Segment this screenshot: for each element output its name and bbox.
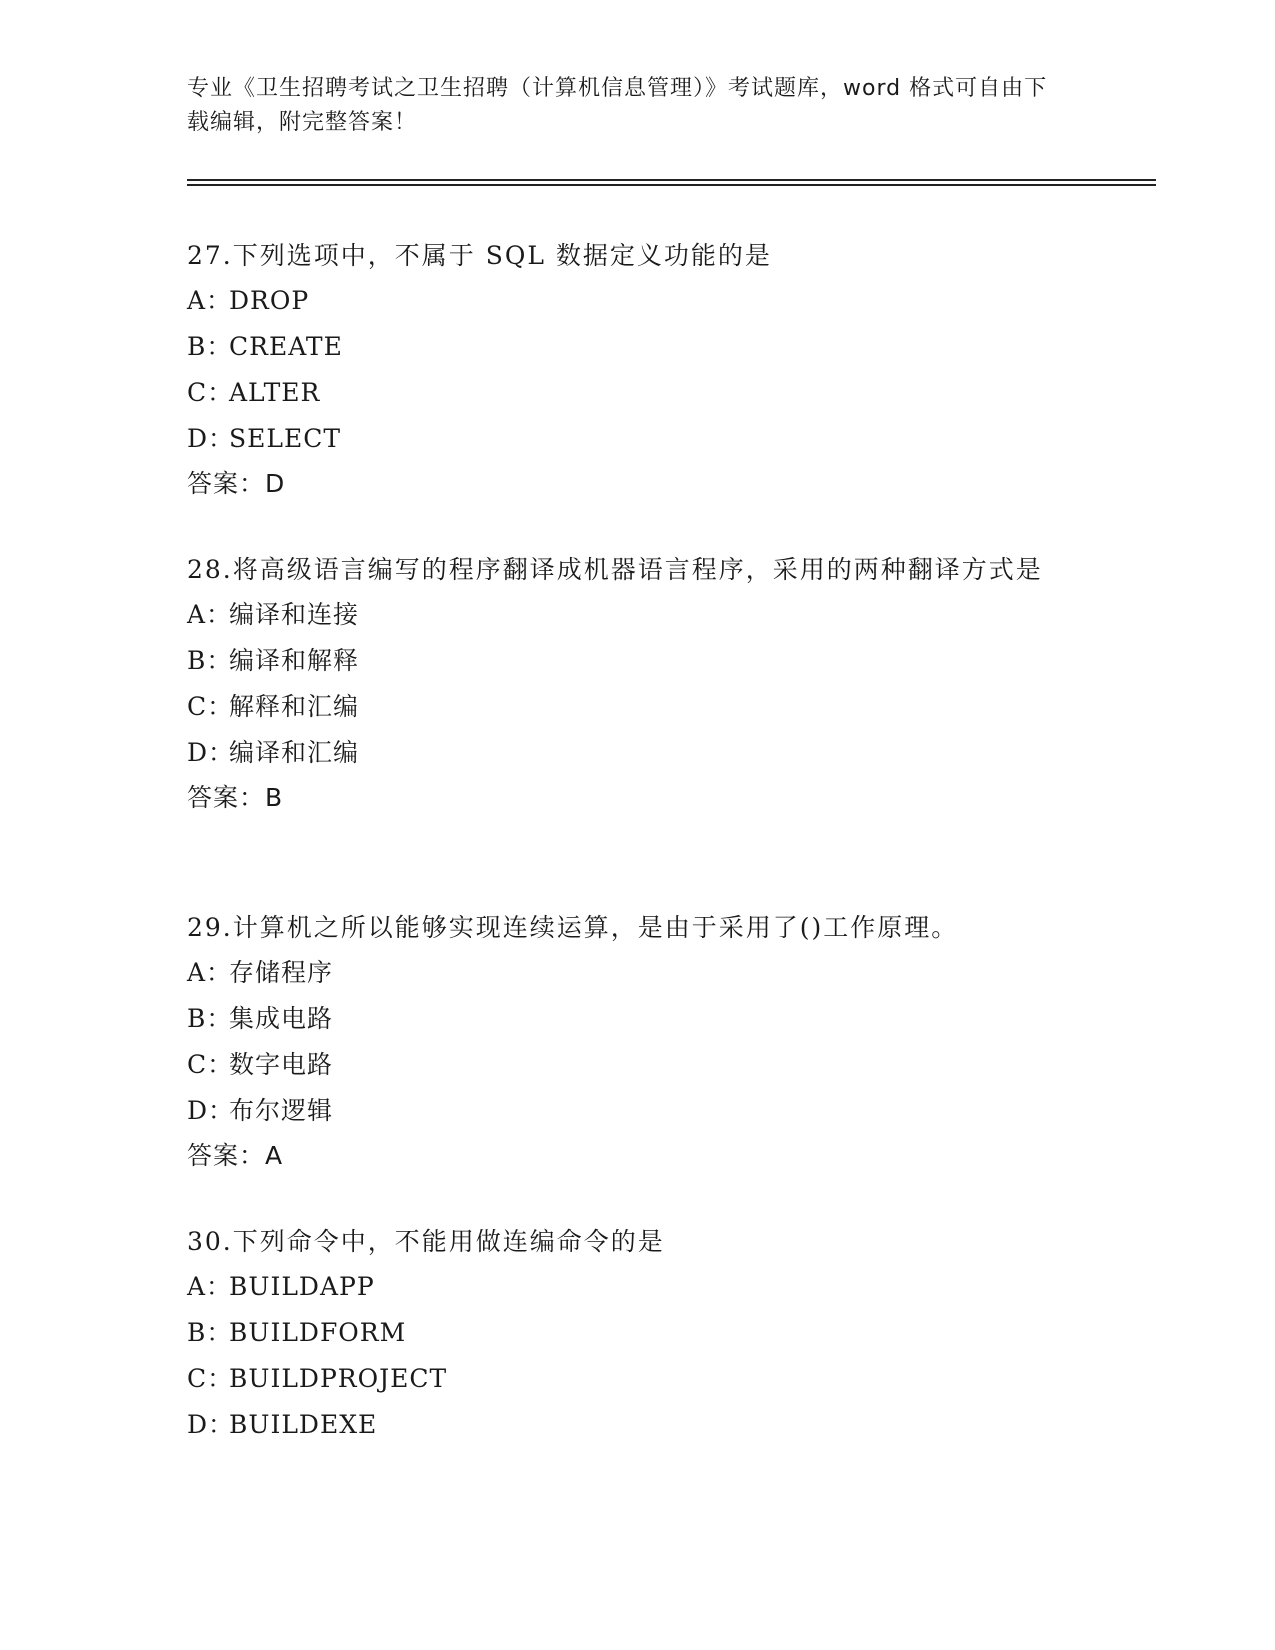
option-a	[187, 592, 1087, 638]
option-b	[187, 324, 1087, 370]
option-text: 编译和解释	[229, 646, 360, 675]
question-title: 29.计算机之所以能够实现连续运算，是由于采用了()工作原理。	[187, 913, 959, 942]
option-text: DROP	[229, 286, 310, 315]
option-a	[187, 278, 1087, 324]
option-label: C：	[187, 1364, 234, 1393]
answer: 答案：D	[187, 469, 286, 498]
option-d	[187, 1402, 1087, 1448]
option-text: SELECT	[229, 424, 342, 453]
option-text: 存储程序	[229, 958, 334, 987]
option-label: D：	[187, 738, 235, 767]
option-a	[187, 950, 1087, 996]
option-label: D：	[187, 1096, 235, 1125]
option-label: B：	[187, 332, 233, 361]
answer: 答案：A	[187, 1141, 284, 1170]
option-label: D：	[187, 424, 235, 453]
header-rule-bottom	[187, 184, 1156, 186]
option-d	[187, 416, 1087, 462]
option-a	[187, 1264, 1087, 1310]
option-text: CREATE	[229, 332, 343, 361]
question-28	[187, 548, 1087, 820]
header-rule-top	[187, 179, 1156, 181]
answer: 答案：B	[187, 783, 284, 812]
option-label: D：	[187, 1410, 235, 1439]
option-text: 编译和连接	[229, 600, 360, 629]
question-30	[187, 1220, 1087, 1448]
option-label: B：	[187, 1318, 233, 1347]
option-text: 布尔逻辑	[229, 1096, 334, 1125]
option-b	[187, 996, 1087, 1042]
question-title: 30.下列命令中，不能用做连编命令的是	[187, 1227, 665, 1256]
question-27	[187, 234, 1087, 506]
option-text: BUILDFORM	[229, 1318, 407, 1347]
question-title: 27.下列选项中，不属于 SQL 数据定义功能的是	[187, 241, 772, 270]
option-label: A：	[187, 1272, 233, 1301]
option-text: BUILDPROJECT	[229, 1364, 448, 1393]
question-title: 28.将高级语言编写的程序翻译成机器语言程序，采用的两种翻译方式是	[187, 555, 1043, 584]
option-b	[187, 1310, 1087, 1356]
option-label: C：	[187, 378, 234, 407]
option-d	[187, 1088, 1087, 1134]
option-label: A：	[187, 286, 233, 315]
option-label: C：	[187, 692, 234, 721]
option-text: 数字电路	[229, 1050, 334, 1079]
option-text: 集成电路	[229, 1004, 334, 1033]
option-text: BUILDAPP	[229, 1272, 375, 1301]
option-label: B：	[187, 1004, 233, 1033]
option-label: B：	[187, 646, 233, 675]
document-header: 专业《卫生招聘考试之卫生招聘（计算机信息管理）》考试题库，word 格式可自由下载编辑，附完整答案！	[187, 76, 1048, 135]
option-text: 编译和汇编	[229, 738, 360, 767]
option-c	[187, 1042, 1087, 1088]
option-text: 解释和汇编	[229, 692, 360, 721]
option-c	[187, 370, 1087, 416]
option-d	[187, 730, 1087, 776]
option-c	[187, 684, 1087, 730]
question-29	[187, 906, 1087, 1178]
option-b	[187, 638, 1087, 684]
option-label: A：	[187, 958, 233, 987]
option-label: C：	[187, 1050, 234, 1079]
option-label: A：	[187, 600, 233, 629]
option-text: ALTER	[229, 378, 321, 407]
option-text: BUILDEXE	[229, 1410, 378, 1439]
option-c	[187, 1356, 1087, 1402]
